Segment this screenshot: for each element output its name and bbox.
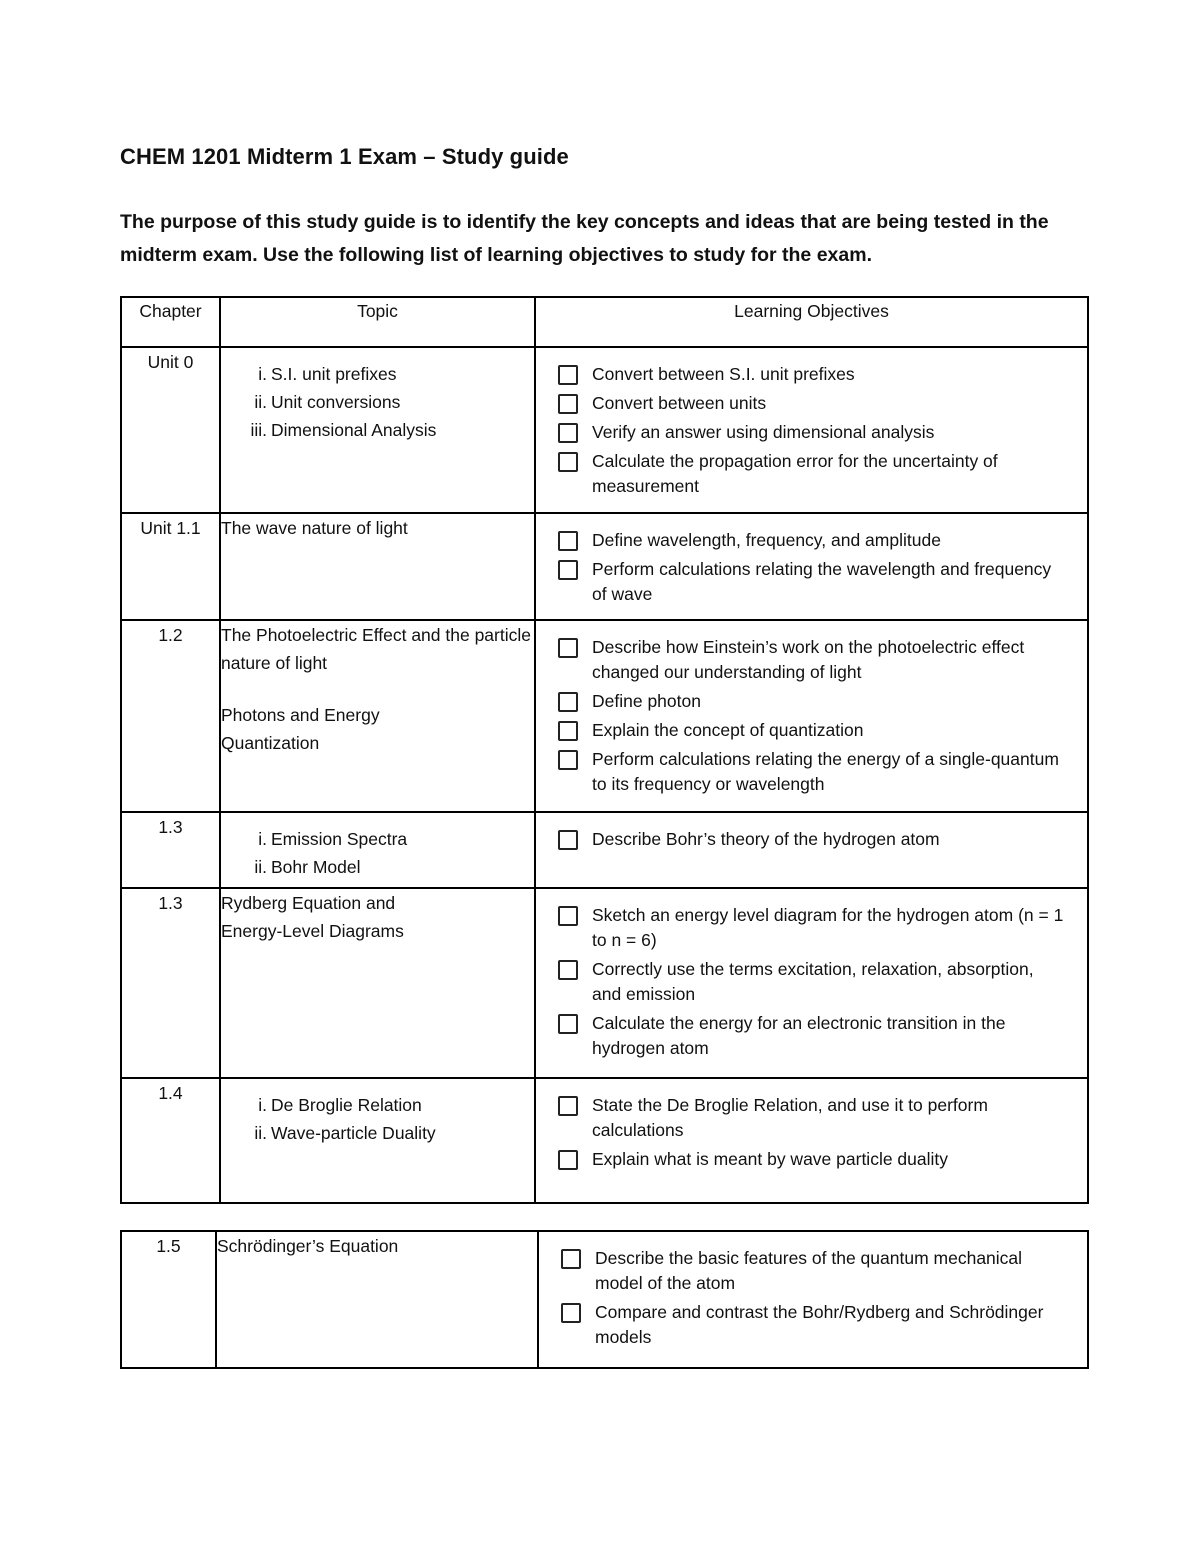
objective-item <box>558 827 1067 852</box>
objectives-cell <box>535 1078 1088 1203</box>
checkbox-icon[interactable] <box>558 906 578 926</box>
checkbox-icon[interactable] <box>558 1014 578 1034</box>
objectives-cell <box>535 513 1088 620</box>
chapter-cell: 1.3 <box>121 812 220 888</box>
chapter-cell: 1.3 <box>121 888 220 1078</box>
objective-text: State the De Broglie Relation, and use it to perform calculations <box>592 1095 988 1140</box>
objective-item <box>558 420 1067 445</box>
topic-text: Photons and Energy Quantization <box>221 705 380 753</box>
checkbox-icon[interactable] <box>558 721 578 741</box>
objective-text: Perform calculations relating the wavelength and frequency of wave <box>592 559 1052 604</box>
objective-text: Sketch an energy level diagram for the hydrogen atom (n = 1 to n = 6) <box>592 905 1064 950</box>
objective-item <box>558 449 1067 499</box>
topic-item <box>239 416 534 444</box>
topic-text: Wave-particle Duality <box>271 1123 436 1143</box>
table-row <box>121 812 1088 888</box>
objective-item <box>558 1147 1067 1172</box>
objectives-cell <box>535 347 1088 513</box>
checkbox-icon[interactable] <box>558 423 578 443</box>
objective-text: Calculate the propagation error for the uncertainty of measurement <box>592 451 998 496</box>
topic-cell <box>220 812 535 888</box>
chapter-cell: 1.5 <box>121 1231 216 1368</box>
topic-cell <box>220 620 535 812</box>
objective-text: Define wavelength, frequency, and amplitude <box>592 530 941 550</box>
page-title: CHEM 1201 Midterm 1 Exam – Study guide <box>120 144 569 169</box>
spacer <box>221 677 534 701</box>
topic-item <box>239 825 534 853</box>
topic-text: S.I. unit prefixes <box>271 364 397 384</box>
chapter-cell: Unit 1.1 <box>121 513 220 620</box>
chapter-cell: 1.4 <box>121 1078 220 1203</box>
objective-item <box>558 635 1067 685</box>
objective-text: Verify an answer using dimensional analysis <box>592 422 935 442</box>
checkbox-icon[interactable] <box>558 638 578 658</box>
objective-text: Describe how Einstein’s work on the photoelectric effect changed our understanding of light <box>592 637 1025 682</box>
objective-item <box>561 1246 1067 1296</box>
checkbox-icon[interactable] <box>558 1096 578 1116</box>
objective-item <box>558 689 1067 714</box>
objective-list <box>536 889 1087 1073</box>
header-objectives: Learning Objectives <box>535 297 1088 347</box>
objective-item <box>558 957 1067 1007</box>
objective-text: Define photon <box>592 691 701 711</box>
objective-item <box>558 362 1067 387</box>
objective-item <box>558 391 1067 416</box>
objective-item <box>558 557 1067 607</box>
topic-number: iii. <box>250 420 267 440</box>
checkbox-icon[interactable] <box>561 1249 581 1269</box>
topic-item <box>239 360 534 388</box>
objective-item <box>558 1093 1067 1143</box>
topic-cell <box>220 1078 535 1203</box>
objective-text: Calculate the energy for an electronic transition in the hydrogen atom <box>592 1013 1006 1058</box>
topic-item <box>239 853 534 881</box>
objective-text: Perform calculations relating the energy of a single-quantum to its frequency or wavelength <box>592 749 1059 794</box>
objective-text: Describe the basic features of the quantum mechanical model of the atom <box>595 1248 1023 1293</box>
objective-item <box>558 747 1067 797</box>
objective-list <box>536 514 1087 619</box>
topic-text: The Photoelectric Effect and the particle nature of light <box>221 625 531 673</box>
objective-item <box>558 528 1067 553</box>
topic-list <box>221 348 534 444</box>
table-row <box>121 347 1088 513</box>
objective-text: Convert between units <box>592 393 767 413</box>
objective-text: Compare and contrast the Bohr/Rydberg and Schrödinger models <box>595 1302 1044 1347</box>
objectives-cell <box>535 812 1088 888</box>
topic-cell <box>220 347 535 513</box>
checkbox-icon[interactable] <box>558 560 578 580</box>
objective-list <box>536 813 1087 864</box>
checkbox-icon[interactable] <box>558 1150 578 1170</box>
objective-item <box>558 718 1067 743</box>
table-row <box>121 1078 1088 1203</box>
table-row <box>121 1231 1088 1368</box>
topic-text: Dimensional Analysis <box>271 420 437 440</box>
checkbox-icon[interactable] <box>558 692 578 712</box>
checkbox-icon[interactable] <box>558 531 578 551</box>
table-row <box>121 620 1088 812</box>
topic-text: De Broglie Relation <box>271 1095 422 1115</box>
objective-text: Explain what is meant by wave particle duality <box>592 1149 949 1169</box>
topic-item <box>239 1119 534 1147</box>
objective-text: Convert between S.I. unit prefixes <box>592 364 855 384</box>
topic-number: i. <box>258 829 267 849</box>
objective-text: Explain the concept of quantization <box>592 720 864 740</box>
objectives-cell <box>535 620 1088 812</box>
objective-list <box>536 1079 1087 1184</box>
objective-text: Correctly use the terms excitation, relaxation, absorption, and emission <box>592 959 1034 1004</box>
topic-number: ii. <box>254 392 267 412</box>
objective-text: Describe Bohr’s theory of the hydrogen atom <box>592 829 940 849</box>
objectives-cell <box>535 888 1088 1078</box>
chapter-cell: 1.2 <box>121 620 220 812</box>
topic-item <box>239 388 534 416</box>
header-chapter: Chapter <box>121 297 220 347</box>
table-row <box>121 888 1088 1078</box>
checkbox-icon[interactable] <box>558 960 578 980</box>
topic-text: Unit conversions <box>271 392 401 412</box>
chapter-cell: Unit 0 <box>121 347 220 513</box>
objective-list <box>536 621 1087 809</box>
topic-number: ii. <box>254 857 267 877</box>
checkbox-icon[interactable] <box>558 750 578 770</box>
topic-text: Bohr Model <box>271 857 361 877</box>
checkbox-icon[interactable] <box>558 365 578 385</box>
table-header-row <box>121 297 1088 347</box>
topic-number: i. <box>258 364 267 384</box>
checkbox-icon[interactable] <box>558 394 578 414</box>
objective-list <box>539 1232 1087 1362</box>
study-guide-table <box>120 296 1089 1204</box>
topic-number: ii. <box>254 1123 267 1143</box>
topic-item <box>239 1091 534 1119</box>
topic-text: Emission Spectra <box>271 829 408 849</box>
topic-cell: The wave nature of light <box>220 513 535 620</box>
objective-item <box>558 903 1067 953</box>
topic-number: i. <box>258 1095 267 1115</box>
checkbox-icon[interactable] <box>558 830 578 850</box>
topic-cell: Schrödinger’s Equation <box>216 1231 538 1368</box>
topic-cell <box>220 888 535 1078</box>
checkbox-icon[interactable] <box>561 1303 581 1323</box>
study-guide-table-continued <box>120 1230 1089 1369</box>
topic-text: Rydberg Equation and Energy-Level Diagrams <box>221 893 404 941</box>
topic-list <box>221 813 534 881</box>
header-topic: Topic <box>220 297 535 347</box>
objective-list <box>536 348 1087 511</box>
topic-list <box>221 1079 534 1147</box>
objective-item <box>558 1011 1067 1061</box>
table-row <box>121 513 1088 620</box>
objectives-cell <box>538 1231 1088 1368</box>
intro-paragraph: The purpose of this study guide is to identify the key concepts and ideas that are being tested in the midterm exam. Use the following list of learning objectives to study for the exam. <box>120 211 1049 266</box>
checkbox-icon[interactable] <box>558 452 578 472</box>
objective-item <box>561 1300 1067 1350</box>
